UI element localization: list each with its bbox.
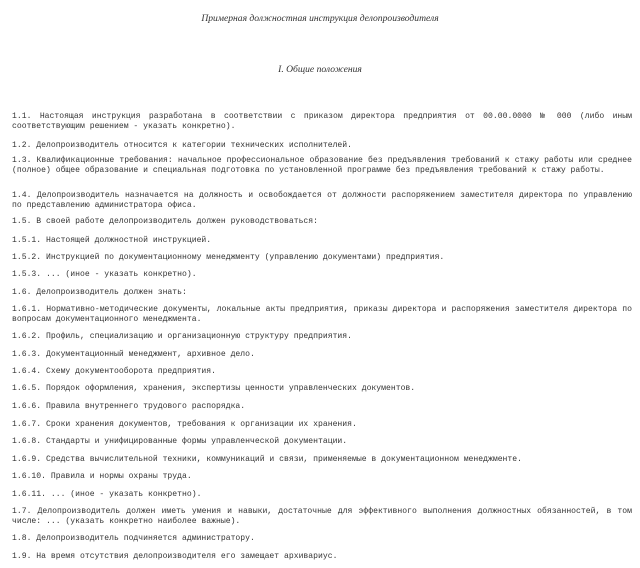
paragraph: 1.5.2. Инструкцией по документационному менеджменту (управлению документами) предприятия. (12, 253, 445, 262)
paragraph: 1.8. Делопроизводитель подчиняется администратору. (12, 534, 255, 543)
paragraph: 1.6.2. Профиль, специализацию и организационную структуру предприятия. (12, 332, 352, 341)
paragraph: 1.3. Квалификационные требования: начальное профессиональное образование без предъявления требований к стажу работы или среднее (полное) общее образование и специальная подготовка по установленной программе без предъявления требований к стажу работы. (12, 156, 632, 175)
paragraph: 1.6.6. Правила внутреннего трудового распорядка. (12, 402, 246, 411)
paragraph: 1.6.1. Нормативно-методические документы, локальные акты предприятия, приказы директора и распоряжения заместителя директора по вопросам документационного менеджмента. (12, 305, 632, 324)
paragraph: 1.1. Настоящая инструкция разработана в соответствии с приказом директора предприятия от 00.00.0000 № 000 (либо иным соответствующим решением - указать конкретно). (12, 112, 632, 131)
paragraph: 1.6.8. Стандарты и унифицированные формы управленческой документации. (12, 437, 348, 446)
paragraph: 1.5.3. ... (иное - указать конкретно). (12, 270, 197, 279)
section-title: I. Общие положения (278, 64, 362, 75)
paragraph: 1.6.3. Документационный менеджмент, архивное дело. (12, 350, 255, 359)
paragraph: 1.4. Делопроизводитель назначается на должность и освобождается от должности распоряжением заместителя директора по управлению по представлению администратора офиса. (12, 191, 632, 210)
paragraph: 1.6.9. Средства вычислительной техники, коммуникаций и связи, применяемые в документационном менеджменте. (12, 455, 522, 464)
paragraph: 1.6.4. Схему документооборота предприятия. (12, 367, 216, 376)
paragraph: 1.2. Делопроизводитель относится к категории технических исполнителей. (12, 141, 352, 150)
paragraph: 1.6.11. ... (иное - указать конкретно). (12, 490, 202, 499)
paragraph: 1.5.1. Настоящей должностной инструкцией. (12, 236, 212, 245)
paragraph: 1.7. Делопроизводитель должен иметь умения и навыки, достаточные для эффективного выполнения должностных обязанностей, в том числе: ... (указать конкретно наиболее важные). (12, 507, 632, 526)
document-title: Примерная должностная инструкция делопроизводителя (201, 13, 439, 24)
paragraph: 1.5. В своей работе делопроизводитель должен руководствоваться: (12, 217, 318, 226)
paragraph: 1.9. На время отсутствия делопроизводителя его замещает архивариус. (12, 552, 338, 561)
paragraph: 1.6.5. Порядок оформления, хранения, экспертизы ценности управленческих документов. (12, 384, 416, 393)
paragraph: 1.6. Делопроизводитель должен знать: (12, 288, 187, 297)
paragraph: 1.6.10. Правила и нормы охраны труда. (12, 472, 192, 481)
paragraph: 1.6.7. Сроки хранения документов, требования к организации их хранения. (12, 420, 357, 429)
